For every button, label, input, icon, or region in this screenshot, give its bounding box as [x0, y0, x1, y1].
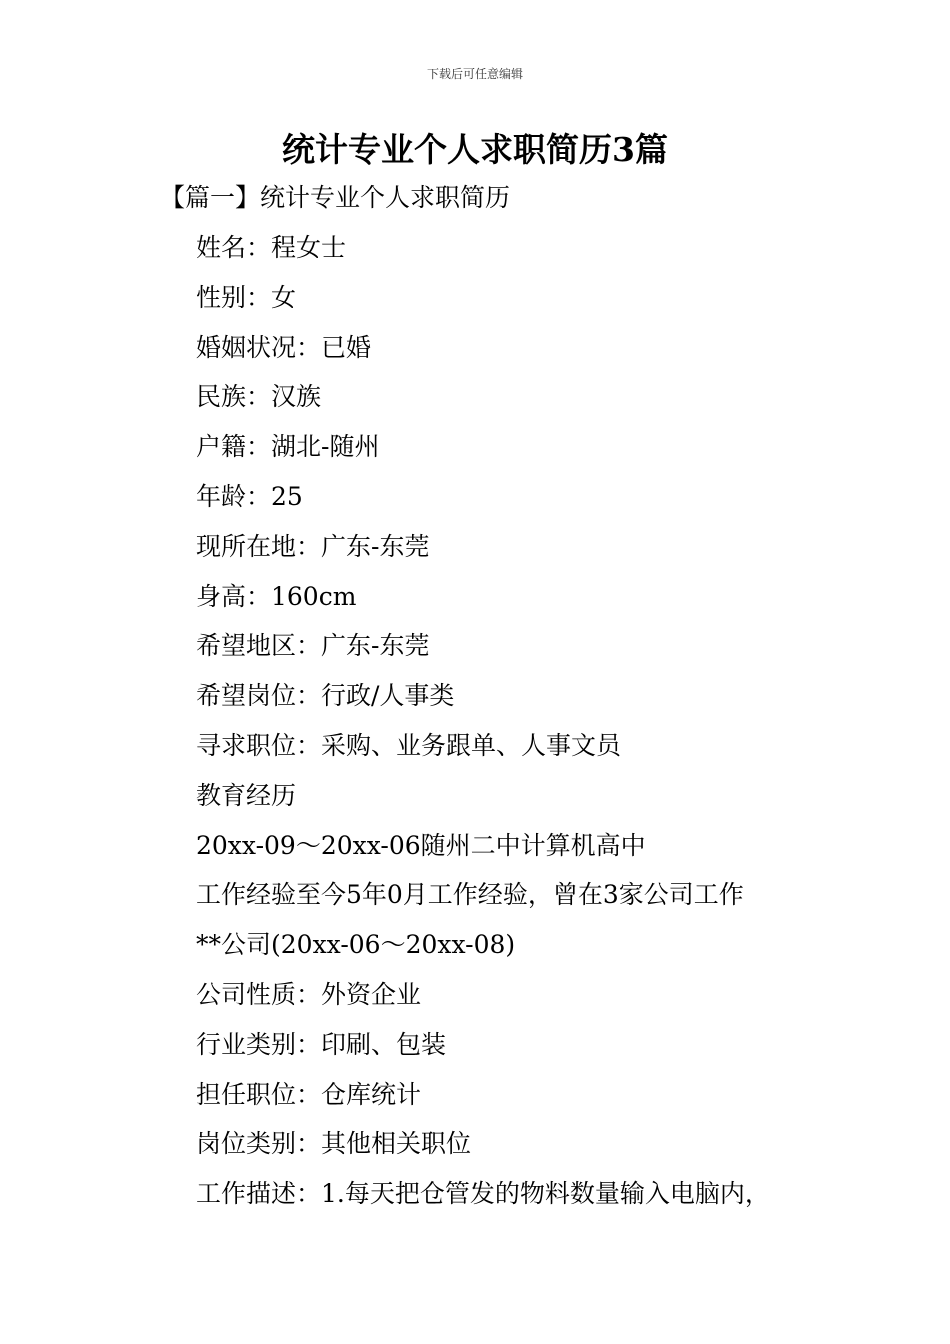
line-education-heading: 教育经历	[196, 780, 297, 810]
header-note: 下载后可任意编辑	[426, 67, 523, 81]
line-work-experience: 工作经验至今5年0月工作经验，曾在3家公司工作	[196, 880, 744, 910]
line-name: 姓名：程女士	[196, 233, 347, 262]
line-marital-status: 婚姻状况：已婚	[196, 332, 372, 362]
line-education-entry: 20xx-09～20xx-06随州二中计算机高中	[196, 830, 646, 860]
line-company-type: 公司性质：外资企业	[196, 979, 422, 1009]
section-heading: 【篇一】统计专业个人求职简历	[160, 183, 511, 212]
line-desired-position: 希望岗位：行政/人事类	[196, 681, 455, 711]
line-company: **公司(20xx-06～20xx-08)	[196, 930, 516, 960]
line-age: 年龄：25	[196, 481, 303, 511]
line-sought-jobs: 寻求职位：采购、业务跟单、人事文员	[196, 730, 622, 760]
line-household-registration: 户籍：湖北-随州	[196, 432, 380, 462]
line-job-description: 工作描述：1.每天把仓管发的物料数量输入电脑内，	[196, 1179, 770, 1209]
line-height: 身高：160cm	[196, 581, 357, 611]
line-ethnicity: 民族：汉族	[196, 382, 322, 412]
line-industry: 行业类别：印刷、包装	[196, 1029, 447, 1059]
line-current-location: 现所在地：广东-东莞	[196, 531, 430, 561]
line-job-title: 担任职位：仓库统计	[196, 1079, 422, 1109]
resume-lines	[196, 228, 770, 1224]
line-desired-region: 希望地区：广东-东莞	[196, 631, 430, 661]
line-gender: 性别：女	[196, 282, 297, 312]
document-title: 统计专业个人求职简历3篇	[282, 130, 668, 169]
line-job-category: 岗位类别：其他相关职位	[196, 1129, 472, 1159]
